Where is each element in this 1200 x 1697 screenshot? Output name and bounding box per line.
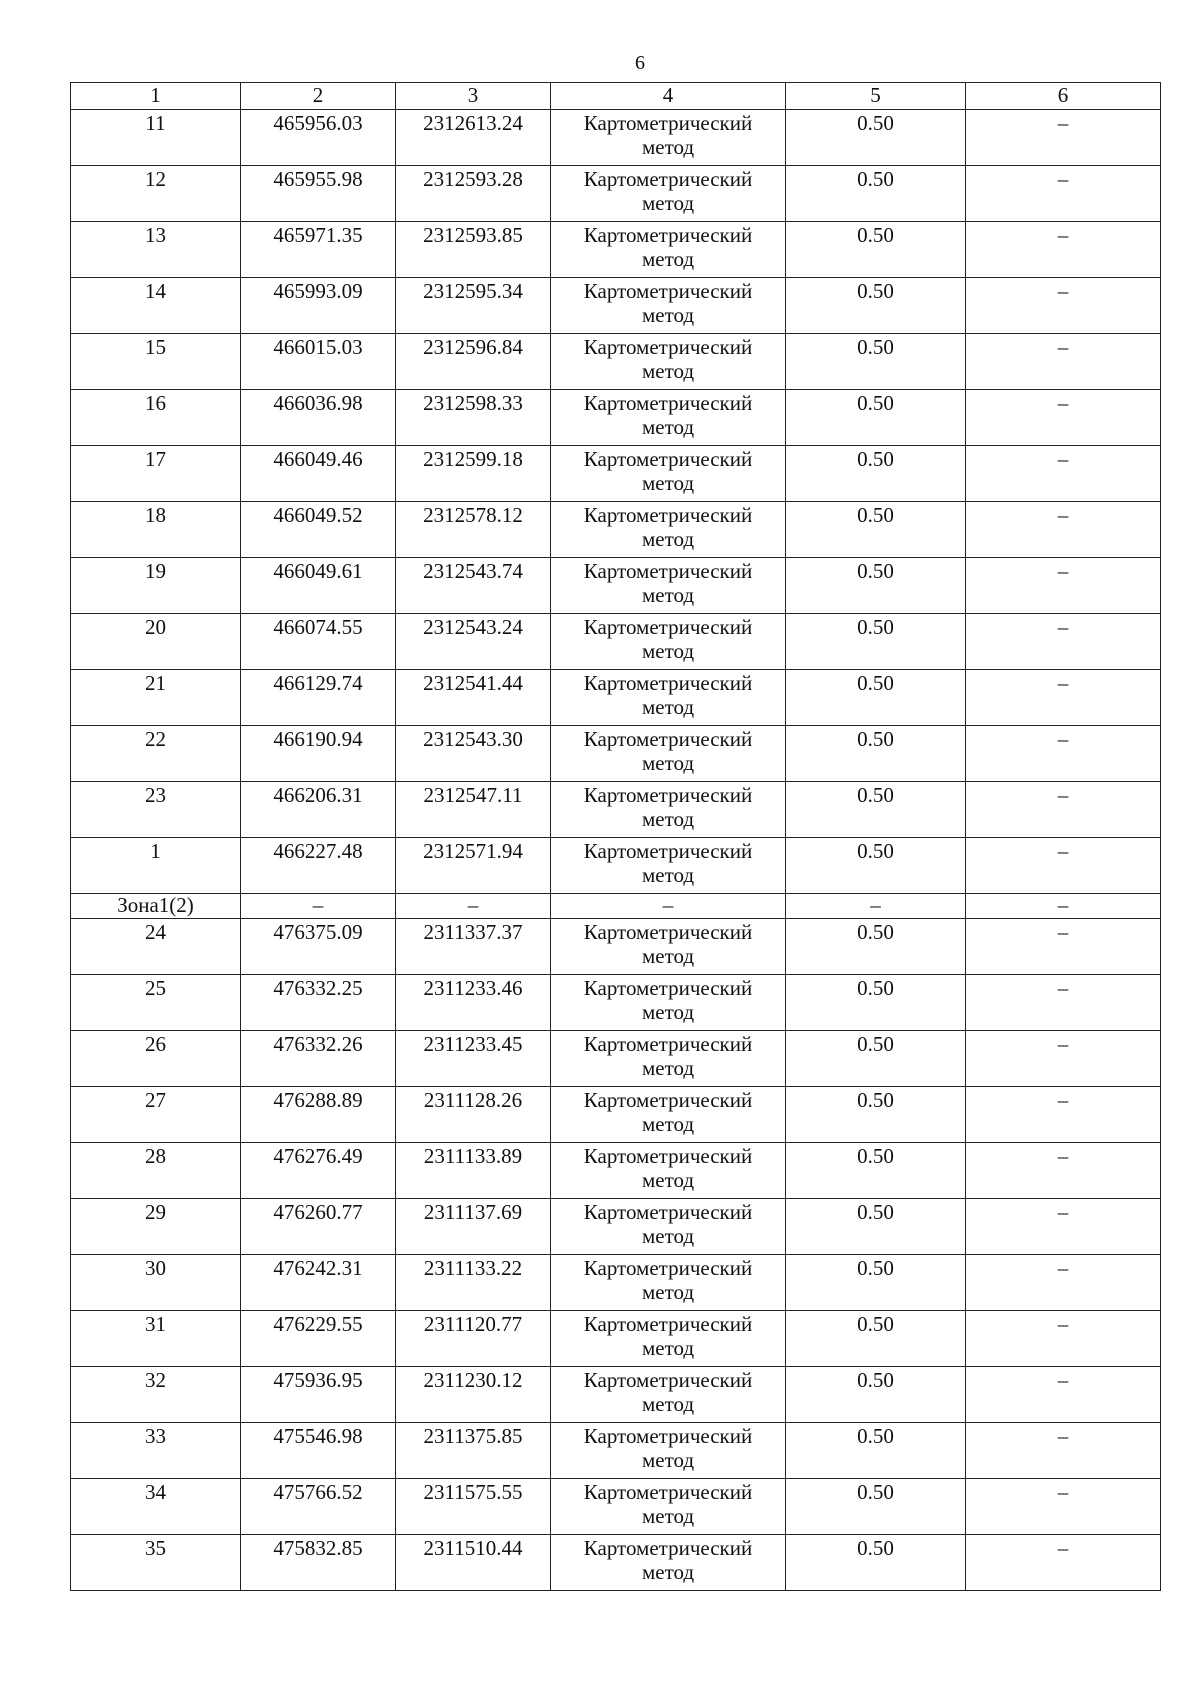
x-coordinate-cell: 476276.49 <box>241 1143 396 1199</box>
y-coordinate-cell: 2312578.12 <box>396 502 551 558</box>
x-coordinate-cell: 476375.09 <box>241 919 396 975</box>
y-coordinate-cell: 2312571.94 <box>396 838 551 894</box>
table-row <box>71 390 1161 446</box>
method-line-2: метод <box>641 1224 695 1248</box>
point-number-cell: 22 <box>71 726 241 782</box>
accuracy-cell: 0.50 <box>786 334 966 390</box>
zone-cell: – <box>241 894 396 919</box>
point-number-cell: 34 <box>71 1479 241 1535</box>
method-cell <box>551 1143 786 1199</box>
x-coordinate-cell: 465993.09 <box>241 278 396 334</box>
y-coordinate-cell: 2312599.18 <box>396 446 551 502</box>
method-cell <box>551 1479 786 1535</box>
zone-cell: – <box>551 894 786 919</box>
description-cell: – <box>966 614 1161 670</box>
y-coordinate-cell: 2312541.44 <box>396 670 551 726</box>
point-number-cell: 17 <box>71 446 241 502</box>
y-coordinate-cell: 2311375.85 <box>396 1423 551 1479</box>
x-coordinate-cell: 465971.35 <box>241 222 396 278</box>
accuracy-cell: 0.50 <box>786 1479 966 1535</box>
method-cell <box>551 334 786 390</box>
table-row <box>71 1031 1161 1087</box>
table-row <box>71 1311 1161 1367</box>
method-line-2: метод <box>641 1168 695 1192</box>
zone-cell: – <box>966 894 1161 919</box>
method-line-2: метод <box>641 1000 695 1024</box>
method-line-1: Картометрический <box>583 727 753 751</box>
point-number-cell: 32 <box>71 1367 241 1423</box>
method-line-1: Картометрический <box>583 615 753 639</box>
accuracy-cell: 0.50 <box>786 502 966 558</box>
y-coordinate-cell: 2311510.44 <box>396 1535 551 1591</box>
point-number-cell: 24 <box>71 919 241 975</box>
point-number-cell: 13 <box>71 222 241 278</box>
method-line-2: метод <box>641 1336 695 1360</box>
method-line-2: метод <box>641 1112 695 1136</box>
point-number-cell: 23 <box>71 782 241 838</box>
method-line-1: Картометрический <box>583 559 753 583</box>
method-line-1: Картометрический <box>583 223 753 247</box>
point-number-cell: 19 <box>71 558 241 614</box>
x-coordinate-cell: 466190.94 <box>241 726 396 782</box>
point-number-cell: 27 <box>71 1087 241 1143</box>
method-cell <box>551 1031 786 1087</box>
x-coordinate-cell: 476242.31 <box>241 1255 396 1311</box>
method-line-1: Картометрический <box>583 1144 753 1168</box>
method-cell <box>551 782 786 838</box>
accuracy-cell: 0.50 <box>786 1143 966 1199</box>
table-body-zone-1 <box>71 110 1161 894</box>
x-coordinate-cell: 476229.55 <box>241 1311 396 1367</box>
method-line-1: Картометрический <box>583 1312 753 1336</box>
method-cell <box>551 390 786 446</box>
zone-cell: – <box>396 894 551 919</box>
description-cell: – <box>966 1311 1161 1367</box>
method-cell <box>551 1311 786 1367</box>
zone-row <box>71 894 1161 919</box>
point-number-cell: 11 <box>71 110 241 166</box>
table-row <box>71 919 1161 975</box>
description-cell: – <box>966 670 1161 726</box>
table-header <box>71 83 1161 110</box>
accuracy-cell: 0.50 <box>786 1255 966 1311</box>
method-line-1: Картометрический <box>583 391 753 415</box>
header-col-3: 3 <box>396 83 551 110</box>
description-cell: – <box>966 975 1161 1031</box>
x-coordinate-cell: 466049.52 <box>241 502 396 558</box>
method-line-2: метод <box>641 471 695 495</box>
method-cell <box>551 919 786 975</box>
method-line-1: Картометрический <box>583 1424 753 1448</box>
accuracy-cell: 0.50 <box>786 446 966 502</box>
method-line-1: Картометрический <box>583 920 753 944</box>
y-coordinate-cell: 2312595.34 <box>396 278 551 334</box>
method-cell <box>551 838 786 894</box>
table-row <box>71 446 1161 502</box>
point-number-cell: 30 <box>71 1255 241 1311</box>
accuracy-cell: 0.50 <box>786 726 966 782</box>
x-coordinate-cell: 466206.31 <box>241 782 396 838</box>
accuracy-cell: 0.50 <box>786 782 966 838</box>
table-row <box>71 334 1161 390</box>
accuracy-cell: 0.50 <box>786 919 966 975</box>
method-cell <box>551 558 786 614</box>
x-coordinate-cell: 475766.52 <box>241 1479 396 1535</box>
method-line-1: Картометрический <box>583 1032 753 1056</box>
y-coordinate-cell: 2311133.22 <box>396 1255 551 1311</box>
accuracy-cell: 0.50 <box>786 166 966 222</box>
method-line-1: Картометрический <box>583 1536 753 1560</box>
y-coordinate-cell: 2312598.33 <box>396 390 551 446</box>
method-cell <box>551 166 786 222</box>
method-line-2: метод <box>641 135 695 159</box>
method-line-2: метод <box>641 359 695 383</box>
y-coordinate-cell: 2312593.85 <box>396 222 551 278</box>
method-cell <box>551 1535 786 1591</box>
x-coordinate-cell: 466129.74 <box>241 670 396 726</box>
method-line-1: Картометрический <box>583 976 753 1000</box>
y-coordinate-cell: 2312543.24 <box>396 614 551 670</box>
method-line-1: Картометрический <box>583 1480 753 1504</box>
description-cell: – <box>966 1087 1161 1143</box>
table-row <box>71 670 1161 726</box>
accuracy-cell: 0.50 <box>786 1087 966 1143</box>
description-cell: – <box>966 166 1161 222</box>
table-row <box>71 1423 1161 1479</box>
point-number-cell: 25 <box>71 975 241 1031</box>
method-line-1: Картометрический <box>583 1200 753 1224</box>
description-cell: – <box>966 1031 1161 1087</box>
y-coordinate-cell: 2312593.28 <box>396 166 551 222</box>
description-cell: – <box>966 446 1161 502</box>
x-coordinate-cell: 476260.77 <box>241 1199 396 1255</box>
description-cell: – <box>966 1423 1161 1479</box>
description-cell: – <box>966 1255 1161 1311</box>
header-col-4: 4 <box>551 83 786 110</box>
accuracy-cell: 0.50 <box>786 975 966 1031</box>
y-coordinate-cell: 2311575.55 <box>396 1479 551 1535</box>
accuracy-cell: 0.50 <box>786 278 966 334</box>
point-number-cell: 1 <box>71 838 241 894</box>
method-cell <box>551 726 786 782</box>
table-row <box>71 726 1161 782</box>
x-coordinate-cell: 466049.46 <box>241 446 396 502</box>
x-coordinate-cell: 465955.98 <box>241 166 396 222</box>
y-coordinate-cell: 2311337.37 <box>396 919 551 975</box>
method-line-2: метод <box>641 303 695 327</box>
description-cell: – <box>966 919 1161 975</box>
accuracy-cell: 0.50 <box>786 558 966 614</box>
table-row <box>71 1199 1161 1255</box>
table-row <box>71 1143 1161 1199</box>
table-row <box>71 614 1161 670</box>
description-cell: – <box>966 502 1161 558</box>
x-coordinate-cell: 465956.03 <box>241 110 396 166</box>
y-coordinate-cell: 2311120.77 <box>396 1311 551 1367</box>
method-line-2: метод <box>641 1392 695 1416</box>
method-cell <box>551 1087 786 1143</box>
method-cell <box>551 975 786 1031</box>
method-cell <box>551 278 786 334</box>
method-cell <box>551 670 786 726</box>
y-coordinate-cell: 2311233.45 <box>396 1031 551 1087</box>
x-coordinate-cell: 476288.89 <box>241 1087 396 1143</box>
description-cell: – <box>966 1199 1161 1255</box>
method-line-2: метод <box>641 944 695 968</box>
y-coordinate-cell: 2312543.74 <box>396 558 551 614</box>
accuracy-cell: 0.50 <box>786 110 966 166</box>
method-line-1: Картометрический <box>583 111 753 135</box>
accuracy-cell: 0.50 <box>786 614 966 670</box>
method-line-1: Картометрический <box>583 167 753 191</box>
accuracy-cell: 0.50 <box>786 390 966 446</box>
method-line-2: метод <box>641 1504 695 1528</box>
header-col-2: 2 <box>241 83 396 110</box>
header-col-5: 5 <box>786 83 966 110</box>
y-coordinate-cell: 2312547.11 <box>396 782 551 838</box>
method-line-2: метод <box>641 1280 695 1304</box>
x-coordinate-cell: 466074.55 <box>241 614 396 670</box>
accuracy-cell: 0.50 <box>786 1199 966 1255</box>
point-number-cell: 15 <box>71 334 241 390</box>
y-coordinate-cell: 2311128.26 <box>396 1087 551 1143</box>
x-coordinate-cell: 475832.85 <box>241 1535 396 1591</box>
table-row <box>71 1087 1161 1143</box>
accuracy-cell: 0.50 <box>786 222 966 278</box>
method-line-2: метод <box>641 1560 695 1584</box>
method-line-1: Картометрический <box>583 503 753 527</box>
y-coordinate-cell: 2312596.84 <box>396 334 551 390</box>
method-line-2: метод <box>641 247 695 271</box>
zone-label: Зона1(2) <box>71 894 241 919</box>
method-line-1: Картометрический <box>583 671 753 695</box>
description-cell: – <box>966 1479 1161 1535</box>
table-row <box>71 1367 1161 1423</box>
description-cell: – <box>966 222 1161 278</box>
accuracy-cell: 0.50 <box>786 1423 966 1479</box>
accuracy-cell: 0.50 <box>786 1311 966 1367</box>
description-cell: – <box>966 110 1161 166</box>
table-row <box>71 166 1161 222</box>
description-cell: – <box>966 558 1161 614</box>
method-line-2: метод <box>641 1448 695 1472</box>
x-coordinate-cell: 466227.48 <box>241 838 396 894</box>
method-line-2: метод <box>641 415 695 439</box>
method-line-1: Картометрический <box>583 279 753 303</box>
table-body-zone-2 <box>71 919 1161 1591</box>
accuracy-cell: 0.50 <box>786 1367 966 1423</box>
point-number-cell: 35 <box>71 1535 241 1591</box>
method-line-1: Картометрический <box>583 447 753 471</box>
table-row <box>71 222 1161 278</box>
method-line-2: метод <box>641 863 695 887</box>
description-cell: – <box>966 334 1161 390</box>
description-cell: – <box>966 726 1161 782</box>
method-line-2: метод <box>641 751 695 775</box>
method-line-2: метод <box>641 583 695 607</box>
method-line-1: Картометрический <box>583 1088 753 1112</box>
accuracy-cell: 0.50 <box>786 670 966 726</box>
table-row <box>71 110 1161 166</box>
method-line-1: Картометрический <box>583 1256 753 1280</box>
accuracy-cell: 0.50 <box>786 1031 966 1087</box>
description-cell: – <box>966 782 1161 838</box>
accuracy-cell: 0.50 <box>786 1535 966 1591</box>
method-line-1: Картометрический <box>583 1368 753 1392</box>
point-number-cell: 18 <box>71 502 241 558</box>
table-row <box>71 782 1161 838</box>
point-number-cell: 31 <box>71 1311 241 1367</box>
table-row <box>71 558 1161 614</box>
y-coordinate-cell: 2311233.46 <box>396 975 551 1031</box>
table-row <box>71 502 1161 558</box>
method-line-2: метод <box>641 807 695 831</box>
x-coordinate-cell: 476332.26 <box>241 1031 396 1087</box>
zone-cell: – <box>786 894 966 919</box>
point-number-cell: 33 <box>71 1423 241 1479</box>
description-cell: – <box>966 1535 1161 1591</box>
y-coordinate-cell: 2312613.24 <box>396 110 551 166</box>
description-cell: – <box>966 838 1161 894</box>
description-cell: – <box>966 1143 1161 1199</box>
header-col-6: 6 <box>966 83 1161 110</box>
coordinates-table <box>70 82 1161 1591</box>
x-coordinate-cell: 476332.25 <box>241 975 396 1031</box>
x-coordinate-cell: 466015.03 <box>241 334 396 390</box>
description-cell: – <box>966 1367 1161 1423</box>
method-cell <box>551 1199 786 1255</box>
y-coordinate-cell: 2311230.12 <box>396 1367 551 1423</box>
method-cell <box>551 446 786 502</box>
method-line-2: метод <box>641 1056 695 1080</box>
y-coordinate-cell: 2312543.30 <box>396 726 551 782</box>
point-number-cell: 21 <box>71 670 241 726</box>
method-line-2: метод <box>641 639 695 663</box>
zone-separator <box>71 894 1161 919</box>
x-coordinate-cell: 466049.61 <box>241 558 396 614</box>
method-cell <box>551 1423 786 1479</box>
point-number-cell: 26 <box>71 1031 241 1087</box>
table-row <box>71 1535 1161 1591</box>
point-number-cell: 28 <box>71 1143 241 1199</box>
point-number-cell: 16 <box>71 390 241 446</box>
method-line-1: Картометрический <box>583 839 753 863</box>
method-line-2: метод <box>641 191 695 215</box>
page-number: 6 <box>635 52 645 74</box>
method-cell <box>551 1255 786 1311</box>
method-cell <box>551 502 786 558</box>
table-row <box>71 278 1161 334</box>
x-coordinate-cell: 475936.95 <box>241 1367 396 1423</box>
x-coordinate-cell: 466036.98 <box>241 390 396 446</box>
point-number-cell: 14 <box>71 278 241 334</box>
table-row <box>71 1479 1161 1535</box>
method-cell <box>551 614 786 670</box>
method-line-1: Картометрический <box>583 335 753 359</box>
method-line-2: метод <box>641 695 695 719</box>
description-cell: – <box>966 390 1161 446</box>
table-row <box>71 838 1161 894</box>
point-number-cell: 20 <box>71 614 241 670</box>
method-cell <box>551 110 786 166</box>
header-col-1: 1 <box>71 83 241 110</box>
point-number-cell: 12 <box>71 166 241 222</box>
table-row <box>71 975 1161 1031</box>
point-number-cell: 29 <box>71 1199 241 1255</box>
accuracy-cell: 0.50 <box>786 838 966 894</box>
method-cell <box>551 1367 786 1423</box>
description-cell: – <box>966 278 1161 334</box>
method-cell <box>551 222 786 278</box>
method-line-2: метод <box>641 527 695 551</box>
y-coordinate-cell: 2311133.89 <box>396 1143 551 1199</box>
method-line-1: Картометрический <box>583 783 753 807</box>
x-coordinate-cell: 475546.98 <box>241 1423 396 1479</box>
table-row <box>71 1255 1161 1311</box>
y-coordinate-cell: 2311137.69 <box>396 1199 551 1255</box>
